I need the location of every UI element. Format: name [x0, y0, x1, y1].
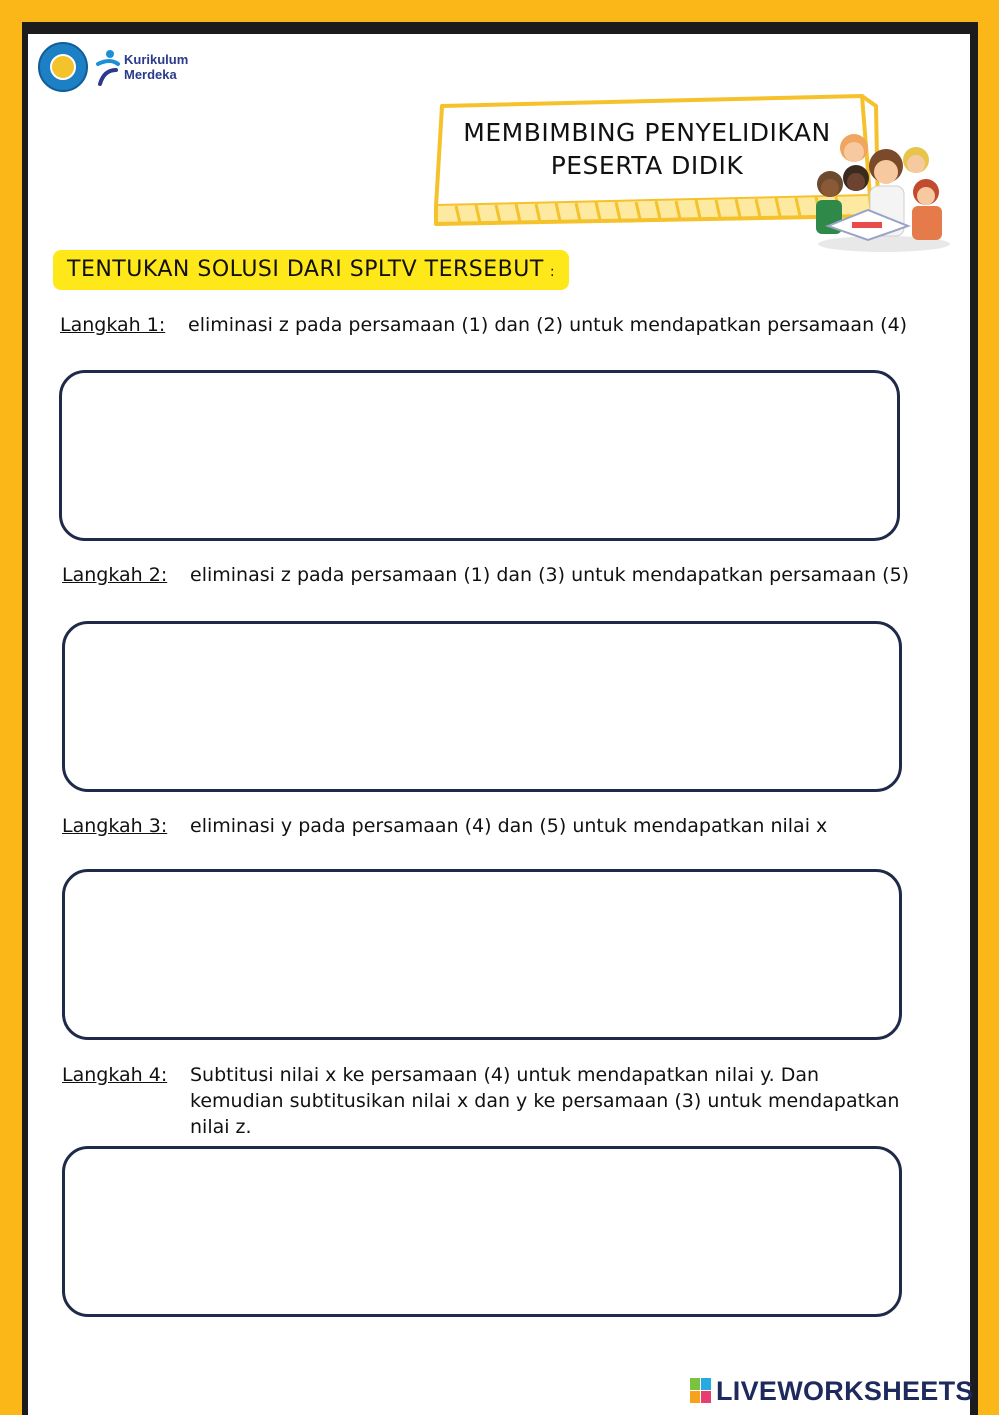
task-colon: :: [549, 264, 556, 280]
step-4: [62, 1062, 922, 1144]
brand-line-1: Kurikulum: [124, 52, 189, 67]
watermark-text: LIVEWORKSHEETS: [716, 1376, 974, 1406]
step-2-text: eliminasi z pada persamaan (1) dan (3) untuk mendapatkan persamaan (5): [190, 564, 910, 586]
task-title: TENTUKAN SOLUSI DARI SPLTV TERSEBUT: [67, 257, 544, 282]
step-1-label: Langkah 1:: [60, 314, 166, 336]
step-3-text: eliminasi y pada persamaan (4) dan (5) untuk mendapatkan nilai x: [190, 815, 828, 837]
kurikulum-merdeka-logo: [38, 42, 208, 96]
liveworksheets-watermark: [690, 1376, 974, 1406]
banner-title-line-2: PESERTA DIDIK: [550, 151, 744, 180]
step-4-answer-box[interactable]: [62, 1146, 902, 1317]
step-1: [60, 312, 920, 368]
step-4-text: Subtitusi nilai x ke persamaan (4) untuk mendapatkan nilai y. Dan kemudian subtitusikan nilai x dan y ke persamaan (3) untuk mendapatkan nilai z.: [190, 1064, 900, 1138]
live-badge-icon: [690, 1378, 712, 1404]
step-3: [62, 813, 922, 869]
step-3-answer-box[interactable]: [62, 869, 902, 1040]
merdeka-figure-icon: [94, 48, 122, 88]
step-2-answer-box[interactable]: [62, 621, 902, 792]
brand-name: [124, 52, 188, 82]
banner-title: [442, 116, 852, 182]
step-2-label: Langkah 2:: [62, 564, 168, 586]
step-4-label: Langkah 4:: [62, 1064, 168, 1086]
task-instruction: [53, 250, 569, 290]
tut-wuri-handayani-emblem-icon: [38, 42, 88, 92]
children-reading-illustration: [812, 126, 954, 254]
step-3-label: Langkah 3:: [62, 815, 168, 837]
step-1-answer-box[interactable]: [59, 370, 900, 541]
step-2: [62, 562, 922, 618]
step-1-text: eliminasi z pada persamaan (1) dan (2) untuk mendapatkan persamaan (4): [188, 314, 908, 336]
brand-line-2: Merdeka: [124, 67, 177, 82]
banner-title-line-1: MEMBIMBING PENYELIDIKAN: [463, 118, 831, 147]
